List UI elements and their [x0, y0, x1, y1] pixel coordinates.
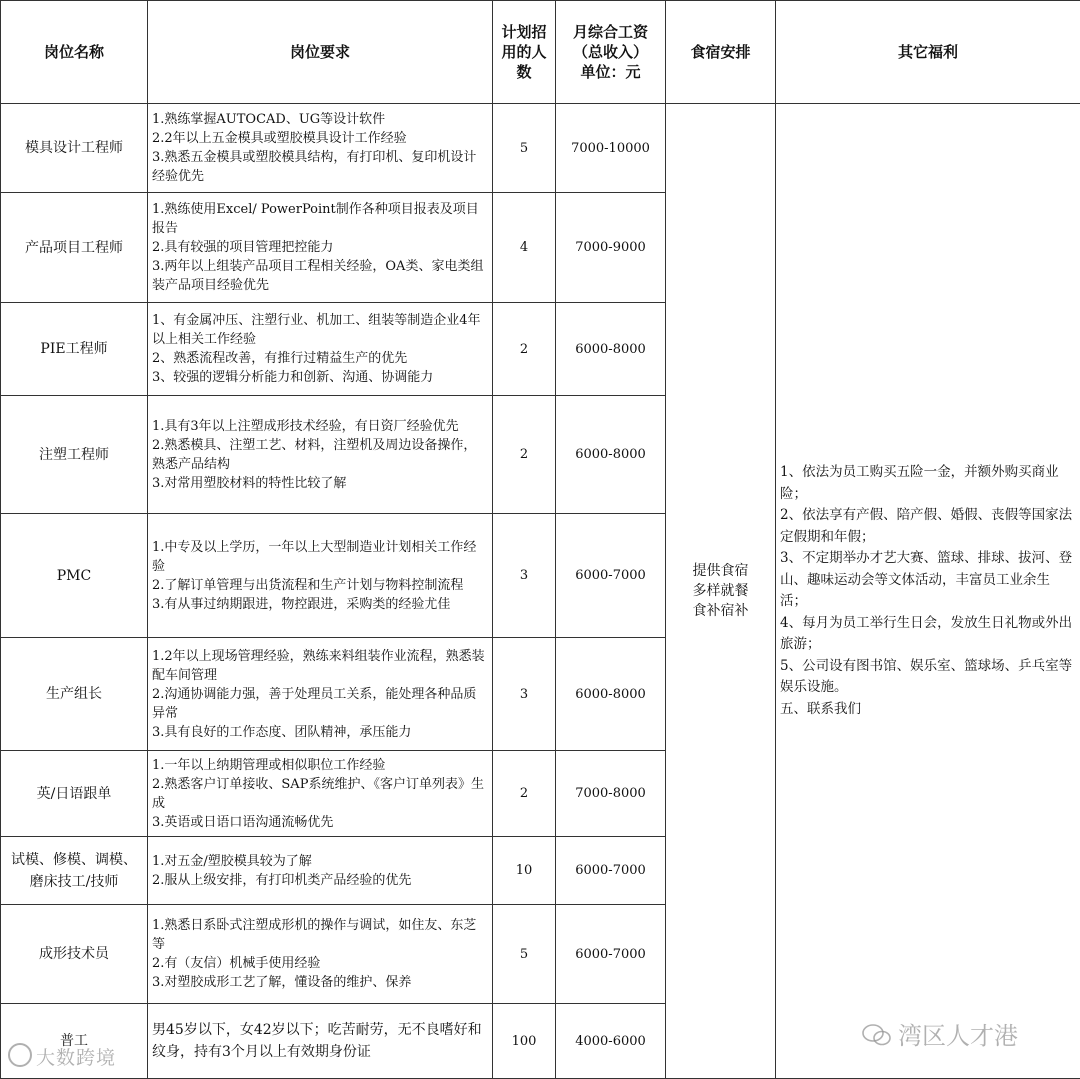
cell-requirements	[148, 104, 493, 193]
cell-position: PMC	[1, 514, 148, 638]
watermark-right	[862, 1016, 1018, 1051]
cell-requirements	[148, 303, 493, 396]
cell-salary: 6000-7000	[556, 514, 666, 638]
benefit-item: 五、联系我们	[780, 699, 1076, 721]
cell-headcount: 2	[493, 396, 556, 514]
requirement-line: 2.熟悉客户订单接收、SAP系统维护、《客户订单列表》生成	[152, 775, 488, 813]
requirement-line: 2.具有较强的项目管理把控能力	[152, 238, 488, 257]
cell-requirements	[148, 193, 493, 303]
cell-requirements	[148, 1004, 493, 1079]
cell-requirements	[148, 751, 493, 837]
watermark-left-text: 大数跨境	[36, 1047, 116, 1069]
cell-position: 成形技术员	[1, 905, 148, 1004]
requirement-line: 2.有（友信）机械手使用经验	[152, 954, 488, 973]
header-requirements: 岗位要求	[148, 1, 493, 104]
requirement-line: 3.英语或日语口语沟通流畅优先	[152, 813, 488, 832]
cell-salary: 7000-8000	[556, 751, 666, 837]
cell-salary: 6000-7000	[556, 837, 666, 905]
requirement-line: 3.有从事过纳期跟进，物控跟进，采购类的经验尤佳	[152, 595, 488, 614]
requirement-line: 1.2年以上现场管理经验，熟练来料组装作业流程，熟悉装配车间管理	[152, 647, 488, 685]
requirement-line: 2.2年以上五金模具或塑胶模具设计工作经验	[152, 129, 488, 148]
requirement-line: 男45岁以下，女42岁以下；吃苦耐劳，无不良嗜好和纹身，持有3个月以上有效期身份证	[152, 1019, 488, 1063]
requirement-line: 3、较强的逻辑分析能力和创新、沟通、协调能力	[152, 368, 488, 387]
cell-headcount: 3	[493, 638, 556, 751]
requirement-line: 3.熟悉五金模具或塑胶模具结构，有打印机、复印机设计经验优先	[152, 148, 488, 186]
requirement-line: 2、熟悉流程改善，有推行过精益生产的优先	[152, 349, 488, 368]
cell-lodging: 提供食宿多样就餐食补宿补	[666, 104, 776, 1079]
cell-headcount: 5	[493, 104, 556, 193]
requirement-line: 1.对五金/塑胶模具较为了解	[152, 852, 488, 871]
header-salary: 月综合工资（总收入）单位：元	[556, 1, 666, 104]
cell-headcount: 4	[493, 193, 556, 303]
wechat-icon	[862, 1024, 892, 1046]
requirement-line: 2.服从上级安排，有打印机类产品经验的优先	[152, 871, 488, 890]
benefit-item: 5、公司设有图书馆、娱乐室、篮球场、乒乓室等娱乐设施。	[780, 656, 1076, 699]
header-lodging: 食宿安排	[666, 1, 776, 104]
benefit-item: 3、不定期举办才艺大赛、篮球、排球、拔河、登山、趣味运动会等文体活动，丰富员工业余生活；	[780, 548, 1076, 613]
cell-salary: 6000-8000	[556, 638, 666, 751]
cell-requirements	[148, 396, 493, 514]
benefit-item: 2、依法享有产假、陪产假、婚假、丧假等国家法定假期和年假；	[780, 505, 1076, 548]
requirement-line: 2.熟悉模具、注塑工艺、材料，注塑机及周边设备操作，熟悉产品结构	[152, 436, 488, 474]
watermark-right-text: 湾区人才港	[898, 1022, 1018, 1050]
cell-headcount: 3	[493, 514, 556, 638]
cell-position: 产品项目工程师	[1, 193, 148, 303]
header-benefits: 其它福利	[776, 1, 1080, 104]
cell-position: PIE工程师	[1, 303, 148, 396]
cell-headcount: 100	[493, 1004, 556, 1079]
cell-salary: 6000-8000	[556, 396, 666, 514]
requirement-line: 1.中专及以上学历，一年以上大型制造业计划相关工作经验	[152, 538, 488, 576]
requirement-line: 1.熟练使用Excel/ PowerPoint制作各种项目报表及项目报告	[152, 200, 488, 238]
requirement-line: 3.具有良好的工作态度、团队精神，承压能力	[152, 723, 488, 742]
header-row	[1, 1, 1080, 104]
benefit-item: 1、依法为员工购买五险一金，并额外购买商业险；	[780, 462, 1076, 505]
cell-position: 注塑工程师	[1, 396, 148, 514]
cell-headcount: 2	[493, 751, 556, 837]
requirement-line: 3.两年以上组装产品项目工程相关经验，OA类、家电类组装产品项目经验优先	[152, 257, 488, 295]
cell-position: 试模、修模、调模、磨床技工/技师	[1, 837, 148, 905]
watermark-left	[8, 1043, 116, 1070]
requirement-line: 1、有金属冲压、注塑行业、机加工、组装等制造企业4年以上相关工作经验	[152, 311, 488, 349]
requirement-line: 2.了解订单管理与出货流程和生产计划与物料控制流程	[152, 576, 488, 595]
requirement-line: 1.具有3年以上注塑成形技术经验，有日资厂经验优先	[152, 417, 488, 436]
requirement-line: 3.对常用塑胶材料的特性比较了解	[152, 474, 488, 493]
header-position: 岗位名称	[1, 1, 148, 104]
table-row	[1, 104, 1080, 193]
requirement-line: 1.熟悉日系卧式注塑成形机的操作与调试，如住友、东芝等	[152, 916, 488, 954]
brand-logo-icon	[8, 1043, 32, 1067]
cell-salary: 6000-7000	[556, 905, 666, 1004]
benefit-item: 4、每月为员工举行生日会，发放生日礼物或外出旅游；	[780, 613, 1076, 656]
cell-salary: 6000-8000	[556, 303, 666, 396]
header-headcount: 计划招用的人数	[493, 1, 556, 104]
cell-requirements	[148, 514, 493, 638]
cell-position: 英/日语跟单	[1, 751, 148, 837]
cell-salary: 7000-10000	[556, 104, 666, 193]
cell-salary: 4000-6000	[556, 1004, 666, 1079]
cell-position: 模具设计工程师	[1, 104, 148, 193]
requirement-line: 1.熟练掌握AUTOCAD、UG等设计软件	[152, 110, 488, 129]
requirement-line: 1.一年以上纳期管理或相似职位工作经验	[152, 756, 488, 775]
requirement-line: 3.对塑胶成形工艺了解，懂设备的维护、保养	[152, 973, 488, 992]
cell-requirements	[148, 905, 493, 1004]
cell-position: 生产组长	[1, 638, 148, 751]
requirement-line: 2.沟通协调能力强，善于处理员工关系，能处理各种品质异常	[152, 685, 488, 723]
cell-salary: 7000-9000	[556, 193, 666, 303]
cell-headcount: 10	[493, 837, 556, 905]
cell-position: 普工	[1, 1004, 148, 1079]
cell-requirements	[148, 837, 493, 905]
cell-headcount: 2	[493, 303, 556, 396]
cell-benefits	[776, 104, 1080, 1079]
cell-requirements	[148, 638, 493, 751]
cell-headcount: 5	[493, 905, 556, 1004]
